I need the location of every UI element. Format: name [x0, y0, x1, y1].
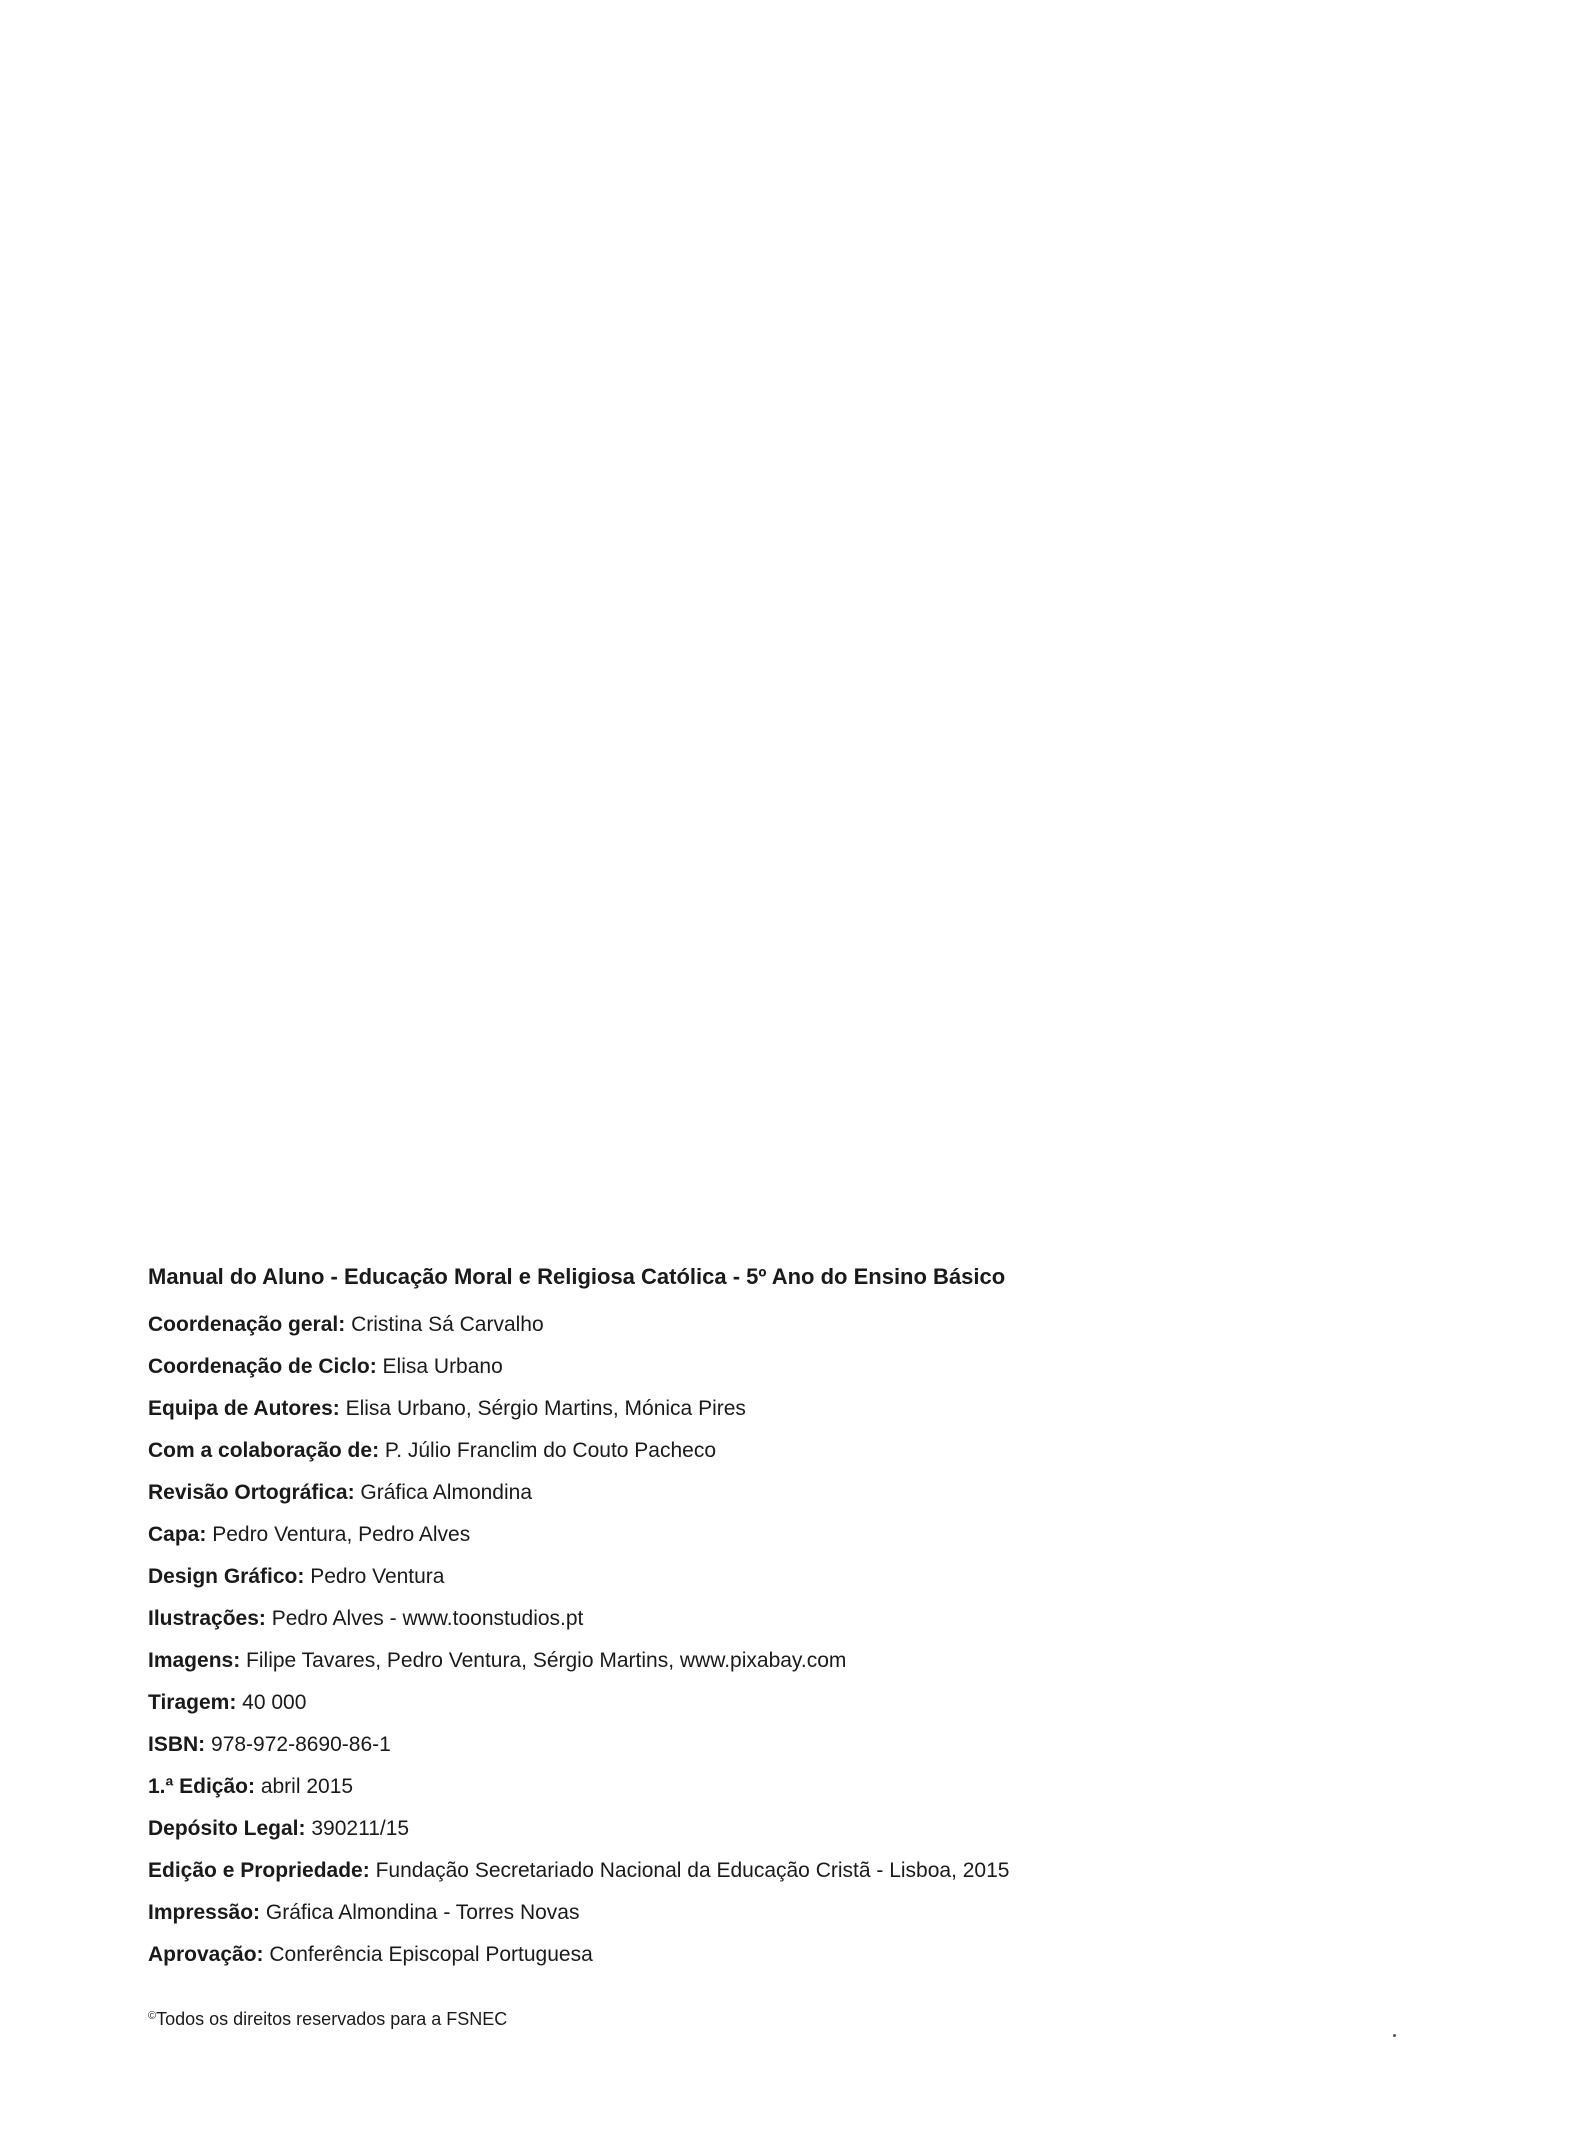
credit-key: 1.ª Edição: — [148, 1775, 255, 1798]
credit-approval — [148, 1941, 1448, 1983]
colophon — [148, 1263, 1448, 1983]
credit-key: Coordenação geral: — [148, 1313, 346, 1336]
credit-cycle-coordination — [148, 1353, 1448, 1395]
credit-value: Conferência Episcopal Portuguesa — [269, 1943, 593, 1966]
credit-key: ISBN: — [148, 1733, 206, 1756]
credit-value: P. Júlio Franclim do Couto Pacheco — [384, 1439, 717, 1462]
credit-value: Pedro Alves - www.toonstudios.pt — [271, 1607, 584, 1630]
credit-value: Gráfica Almondina - Torres Novas — [265, 1901, 580, 1924]
credit-value: Gráfica Almondina — [360, 1481, 533, 1504]
credit-value: abril 2015 — [260, 1775, 354, 1798]
copyright-notice — [148, 2005, 507, 2030]
credit-key: Edição e Propriedade: — [148, 1859, 370, 1882]
credit-images — [148, 1647, 1448, 1689]
credit-key: Capa: — [148, 1523, 207, 1546]
copyright-symbol: © — [148, 2010, 157, 2022]
credit-value: Elisa Urbano, Sérgio Martins, Mónica Pires — [345, 1397, 746, 1420]
credit-value: Cristina Sá Carvalho — [351, 1313, 544, 1336]
credit-key: Imagens: — [148, 1649, 241, 1672]
credit-key: Impressão: — [148, 1901, 261, 1924]
credit-edition — [148, 1773, 1448, 1815]
credit-value: Pedro Ventura — [310, 1565, 445, 1588]
credit-value: 978-972-8690-86-1 — [211, 1733, 391, 1756]
credit-value: Pedro Ventura, Pedro Alves — [212, 1523, 471, 1546]
credit-value: 390211/15 — [311, 1817, 410, 1840]
credit-isbn — [148, 1731, 1448, 1773]
credit-key: Design Gráfico: — [148, 1565, 305, 1588]
credit-proofreading — [148, 1479, 1448, 1521]
credit-value: Filipe Tavares, Pedro Ventura, Sérgio Martins, www.pixabay.com — [246, 1649, 847, 1672]
credit-printing — [148, 1899, 1448, 1941]
credit-key: Coordenação de Ciclo: — [148, 1355, 377, 1378]
credit-value: Fundação Secretariado Nacional da Educação Cristã - Lisboa, 2015 — [375, 1859, 1010, 1882]
credit-key: Aprovação: — [148, 1943, 264, 1966]
credit-illustrations — [148, 1605, 1448, 1647]
credit-key: Revisão Ortográfica: — [148, 1481, 355, 1504]
credit-authors — [148, 1395, 1448, 1437]
copyright-text: Todos os direitos reservados para a FSNEC — [156, 2009, 508, 2029]
credit-key: Ilustrações: — [148, 1607, 266, 1630]
credit-graphic-design — [148, 1563, 1448, 1605]
credit-coordination-general — [148, 1311, 1448, 1353]
book-title: Manual do Aluno - Educação Moral e Religiosa Católica - 5º Ano do Ensino Básico — [148, 1264, 1006, 1289]
credit-publisher — [148, 1857, 1448, 1899]
credit-cover — [148, 1521, 1448, 1563]
credit-collaboration — [148, 1437, 1448, 1479]
scan-speck — [1393, 2034, 1396, 2037]
credit-key: Tiragem: — [148, 1691, 237, 1714]
credit-print-run — [148, 1689, 1448, 1731]
credit-legal-deposit — [148, 1815, 1448, 1857]
credit-key: Depósito Legal: — [148, 1817, 306, 1840]
credit-key: Equipa de Autores: — [148, 1397, 340, 1420]
credit-value: Elisa Urbano — [382, 1355, 503, 1378]
credit-key: Com a colaboração de: — [148, 1439, 380, 1462]
credit-value: 40 000 — [242, 1691, 307, 1714]
